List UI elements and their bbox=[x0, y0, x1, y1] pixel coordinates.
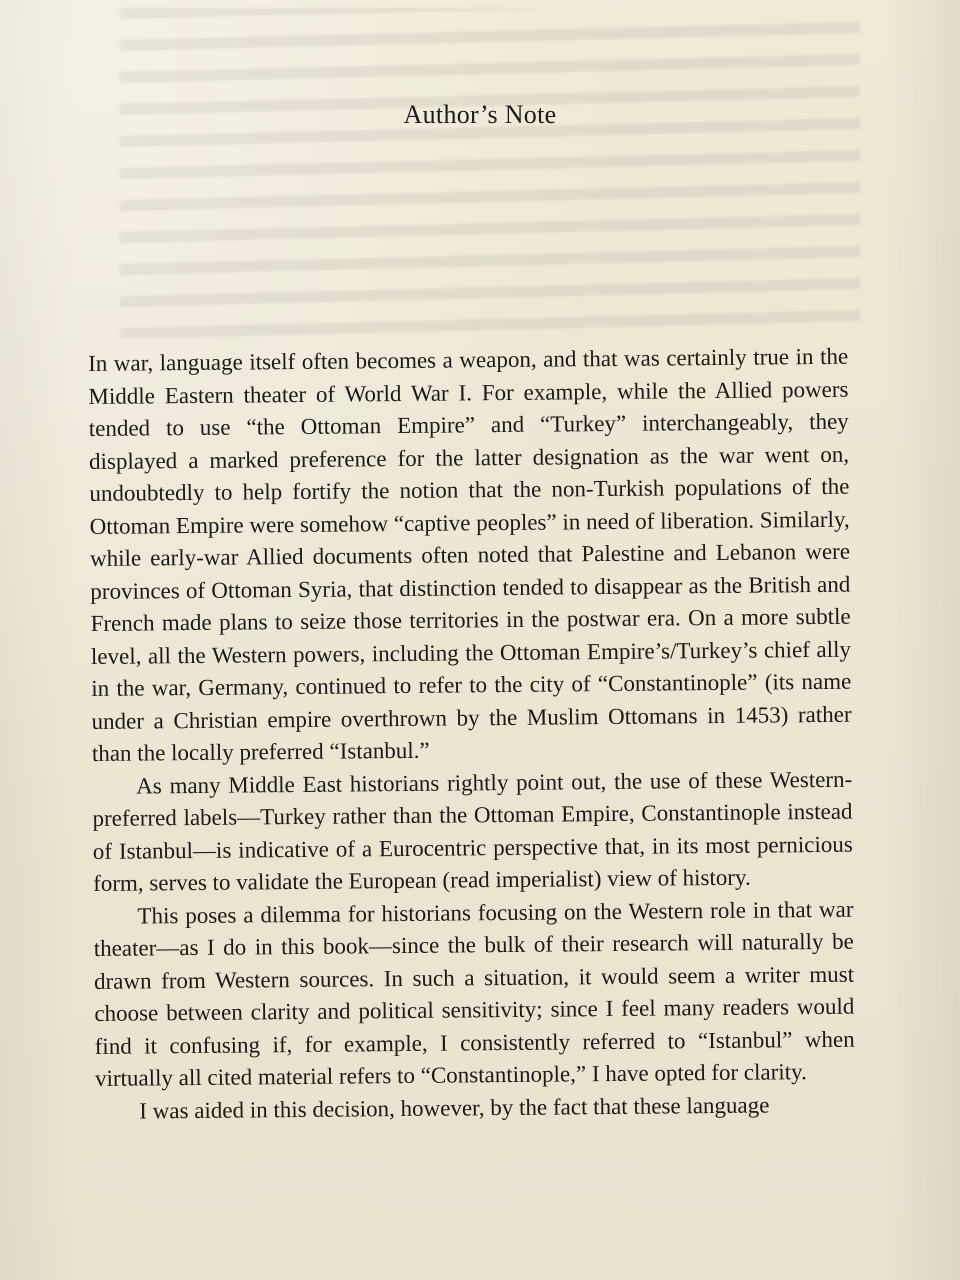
paragraph-4: I was aided in this decision, however, by the fact that these language bbox=[139, 1091, 770, 1124]
page-title: Author’s Note bbox=[403, 100, 557, 129]
paragraph-1: In war, language itself often becomes a weapon, and that was certainly true in the Middle Eastern theater of World War I. For example, while the Allied powers tended to use “the Ottoman Empire” and “Turkey” interchangeably, they displayed a marked preference for the latter designation as the war went on, undoubtedly to help fortify the notion that the non-Turkish populations of the Ottoman Empire were somehow “captive peoples” in need of liberation. Similarly, while early-war Allied documents often noted that Palestine and Lebanon were provinces of Ottoman Syria, that distinction tended to disappear as the British and French made plans to seize those territories in the postwar era. On a more subtle level, all the Western powers, including the Ottoman Empire’s/Turkey’s chief ally in the war, Germany, continued to refer to the city of “Constantinople” (its name under a Christian empire overthrown by the Muslim Ottomans in 1453) rather than the locally preferred “Istanbul.” bbox=[88, 343, 852, 766]
body-text bbox=[88, 341, 855, 1128]
bleed-through-text bbox=[120, 8, 860, 338]
paragraph-3: This poses a dilemma for historians focusing on the Western role in that war theater—as I do in this book—since the bulk of their research will naturally be drawn from Western sources. In such a situation, it would seem a writer must choose between clarity and political sensitivity; since I feel many readers would find it confusing if, for example, I consistently referred to “Istanbul” when virtually all cited material refers to “Constantinople,” I have opted for clarity. bbox=[93, 896, 855, 1091]
paragraph-2: As many Middle East historians rightly point out, the use of these Western-preferred labels—Turkey rather than the Ottoman Empire, Constantinople instead of Istanbul—is indicative of a Eurocentric perspective that, in its most pernicious form, serves to validate the European (read imperialist) view of history. bbox=[92, 766, 853, 896]
